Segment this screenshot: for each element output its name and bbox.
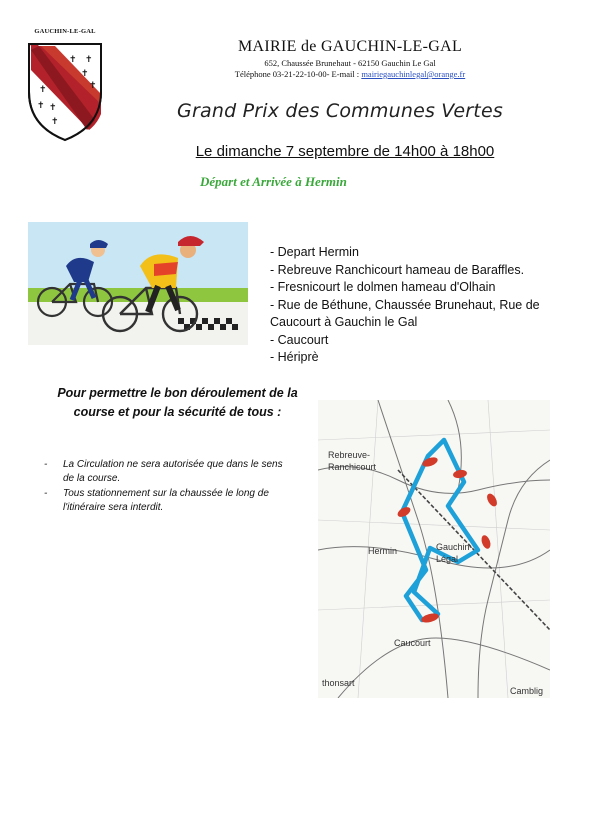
rule-item: - La Circulation ne sera autorisée que dans le sens de la course. bbox=[44, 458, 294, 485]
map-label-gauchin: Gauchin- bbox=[436, 542, 473, 552]
contact-prefix: Téléphone 03-21-22-10-00- E-mail : bbox=[234, 69, 362, 79]
route-item: - Rebreuve Ranchicourt hameau de Baraffles. bbox=[270, 262, 525, 277]
route-map bbox=[318, 400, 550, 698]
mairie-contact bbox=[180, 69, 520, 79]
municipal-crest bbox=[22, 28, 108, 144]
svg-text:✝: ✝ bbox=[81, 69, 89, 79]
crest-name: GAUCHIN-LE-GAL bbox=[34, 28, 96, 35]
svg-text:✝: ✝ bbox=[85, 55, 93, 65]
depart-arrivee: Départ et Arrivée à Hermin bbox=[200, 174, 347, 189]
email-link[interactable]: mairiegauchinlegal@orange.fr bbox=[361, 69, 466, 79]
event-date: Le dimanche 7 septembre de 14h00 à 18h00 bbox=[195, 143, 495, 160]
map-label-rebreuve: Rebreuve- bbox=[328, 450, 371, 460]
mairie-address: 652, Chaussée Brunehaut - 62150 Gauchin Le Gal bbox=[264, 58, 436, 68]
map-label-hermin: Hermin bbox=[368, 546, 398, 556]
map-label-caucourt: Caucourt bbox=[394, 638, 431, 648]
svg-text:✝: ✝ bbox=[69, 55, 77, 65]
route-item: - Hériprè bbox=[270, 350, 319, 364]
route-item: - Depart Hermin bbox=[270, 245, 359, 259]
route-map-drawing bbox=[318, 400, 550, 698]
svg-text:✝: ✝ bbox=[51, 117, 59, 127]
route-item: - Rue de Béthune, Chaussée Brunehaut, Rue de Caucourt à Gauchin le Gal bbox=[270, 297, 540, 329]
coat-of-arms-shield bbox=[25, 40, 105, 142]
route-list bbox=[270, 244, 570, 367]
rule-item: - Tous stationnement sur la chaussée le long de l'itinéraire sera interdit. bbox=[44, 487, 294, 514]
cyclists-illustration bbox=[28, 222, 248, 345]
traffic-rules bbox=[44, 458, 294, 516]
svg-text:✝: ✝ bbox=[37, 101, 45, 111]
svg-text:✝: ✝ bbox=[89, 81, 97, 91]
letterhead bbox=[180, 38, 520, 79]
event-title: Grand Prix des Communes Vertes bbox=[177, 100, 503, 122]
map-label-ranchicourt: Ranchicourt bbox=[328, 462, 377, 472]
safety-notice: Pour permettre le bon déroulement de la course et pour la sécurité de tous : bbox=[57, 386, 298, 419]
map-label-thonsart: thonsart bbox=[322, 678, 355, 688]
map-label-camblig: Camblig bbox=[510, 686, 544, 696]
route-item: - Caucourt bbox=[270, 332, 329, 347]
svg-text:✝: ✝ bbox=[49, 103, 57, 113]
svg-text:✝: ✝ bbox=[39, 85, 47, 95]
route-item: - Fresnicourt le dolmen hameau d'Olhain bbox=[270, 280, 496, 294]
map-label-legal: Légal bbox=[436, 554, 459, 564]
mairie-title: MAIRIE de GAUCHIN-LE-GAL bbox=[237, 38, 463, 55]
